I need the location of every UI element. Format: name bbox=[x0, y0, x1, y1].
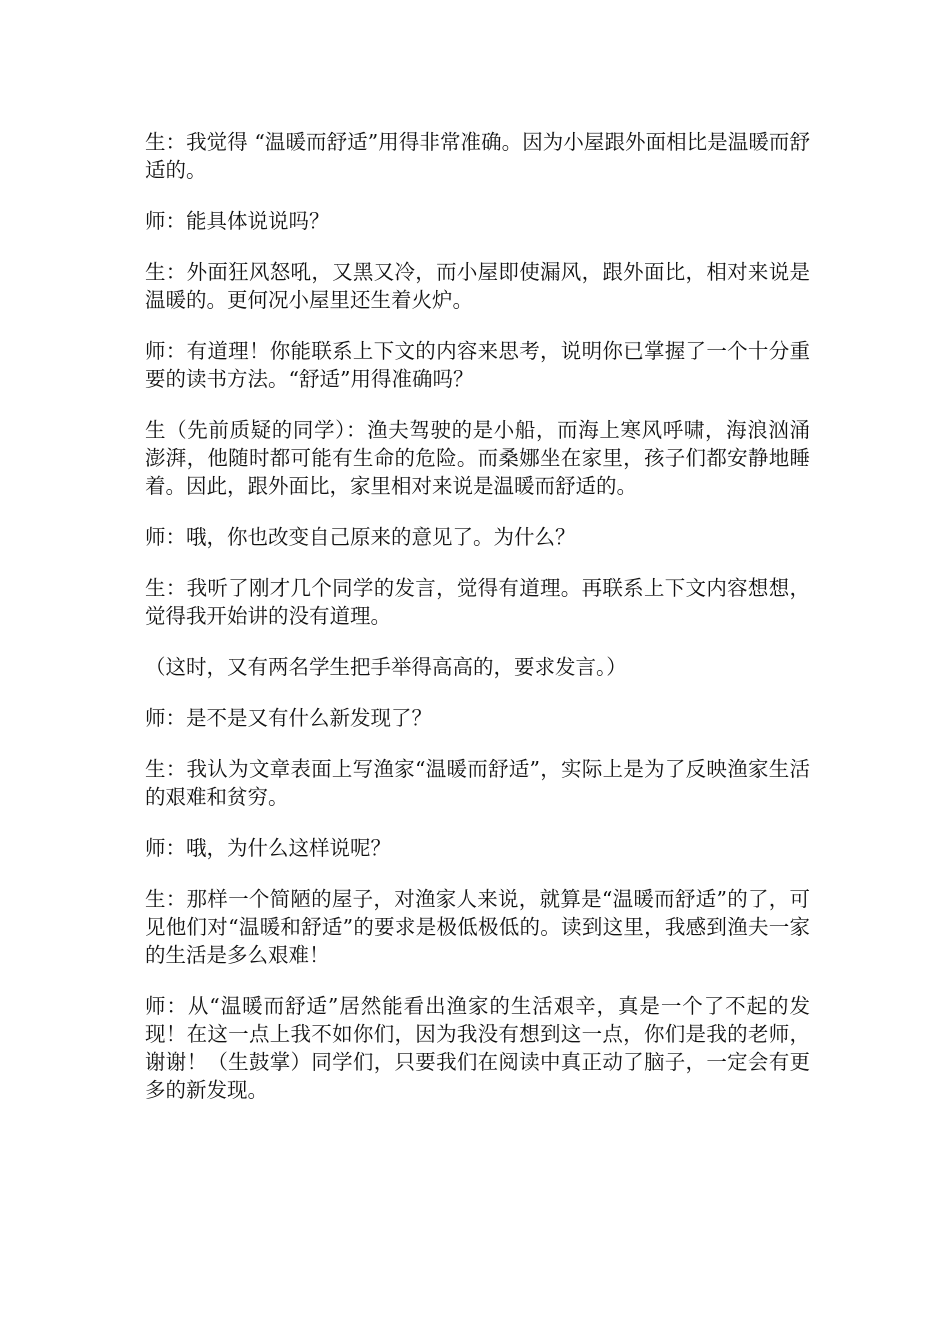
paragraph-teacher-5: 师：哦，为什么这样说呢？ bbox=[145, 836, 391, 860]
paragraph-student-1: 生：我觉得 “温暖而舒适”用得非常准确。因为小屋跟外面相比是温暖而舒适的。 bbox=[145, 130, 810, 182]
paragraph-teacher-4: 师：是不是又有什么新发现了？ bbox=[145, 706, 432, 730]
paragraph-stage-direction: （这时，又有两名学生把手举得高高的，要求发言。） bbox=[145, 655, 627, 679]
paragraph-student-5: 生：我认为文章表面上写渔家“温暖而舒适”，实际上是为了反映渔家生活的艰难和贫穷。 bbox=[145, 757, 810, 809]
document-body bbox=[145, 128, 810, 1104]
paragraph-student-2: 生：外面狂风怒吼，又黑又冷，而小屋即使漏风，跟外面比，相对来说是温暖的。更何况小屋里还生着火炉。 bbox=[145, 260, 810, 312]
paragraph-teacher-3: 师：哦，你也改变自己原来的意见了。为什么？ bbox=[145, 525, 576, 549]
paragraph-teacher-1: 师：能具体说说吗？ bbox=[145, 209, 330, 233]
paragraph-student-3: 生（先前质疑的同学）：渔夫驾驶的是小船，而海上寒风呼啸，海浪汹涌澎湃，他随时都可能有生命的危险。而桑娜坐在家里，孩子们都安静地睡着。因此，跟外面比，家里相对来说是温暖而舒适的。 bbox=[145, 418, 810, 498]
paragraph-teacher-2: 师：有道理！你能联系上下文的内容来思考，说明你已掌握了一个十分重要的读书方法。“舒适”用得准确吗？ bbox=[145, 339, 810, 391]
paragraph-teacher-6: 师：从“温暖而舒适”居然能看出渔家的生活艰辛，真是一个了不起的发现！在这一点上我不如你们，因为我没有想到这一点，你们是我的老师，谢谢！（生鼓掌）同学们，只要我们在阅读中真正动了脑子，一定会有更多的新发现。 bbox=[145, 994, 810, 1102]
paragraph-student-4: 生：我听了刚才几个同学的发言，觉得有道理。再联系上下文内容想想，觉得我开始讲的没有道理。 bbox=[145, 576, 810, 628]
paragraph-student-6: 生：那样一个简陋的屋子，对渔家人来说，就算是“温暖而舒适”的了，可见他们对“温暖和舒适”的要求是极低极低的。读到这里，我感到渔夫一家的生活是多么艰难！ bbox=[145, 887, 810, 967]
